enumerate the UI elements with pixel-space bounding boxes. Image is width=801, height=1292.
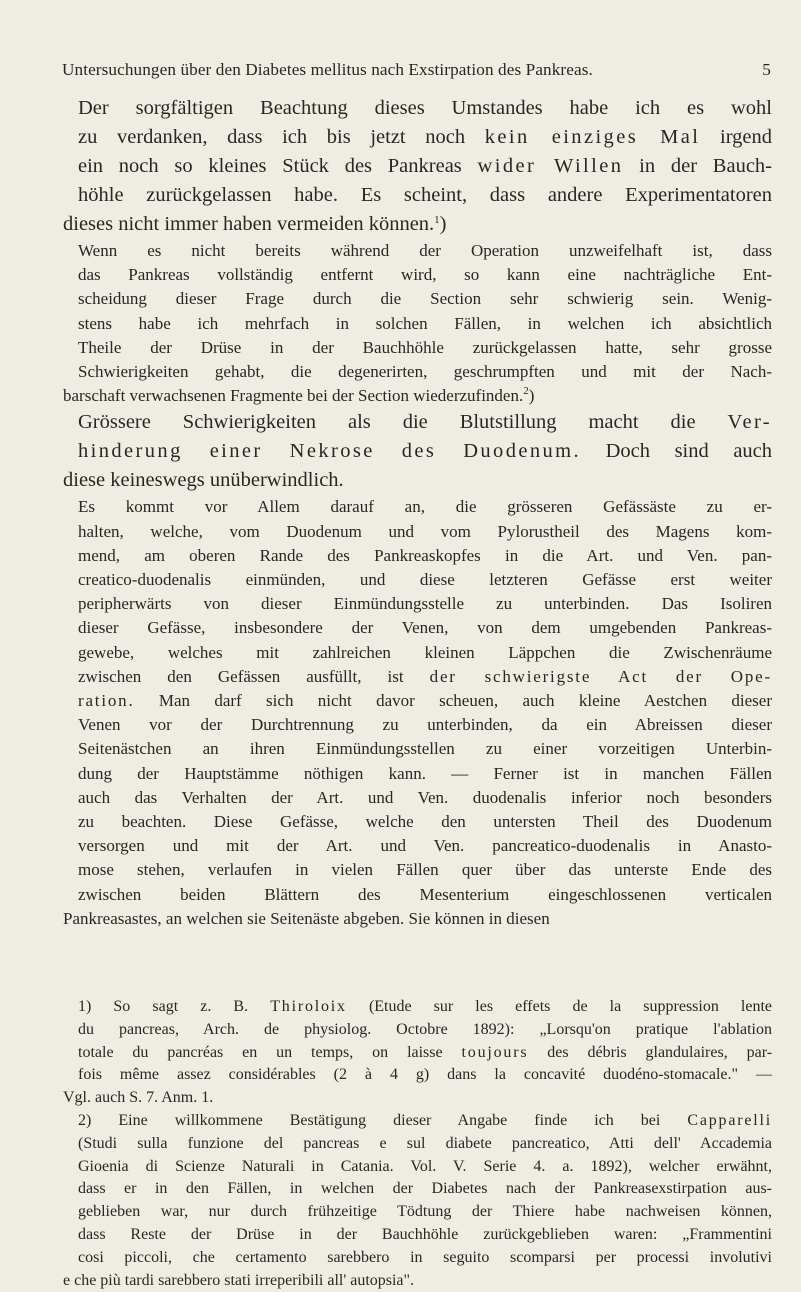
text-span: diese keineswegs unüberwindlich.: [63, 469, 344, 492]
text-line: versorgen und mit der Art. und Ven. pancreatico-duodenalis in Anasto-: [78, 836, 772, 856]
paragraph-2-end: [63, 384, 772, 408]
emphasis-text: der schwierigste Act der Ope-: [429, 666, 772, 686]
text-span: irgend: [720, 126, 773, 148]
text-line: zwischen beiden Blättern des Mesenterium eingeschlossenen verticalen: [78, 884, 772, 904]
text-line: scheidung dieser Frage durch die Section sehr schwierig sein. Wenig-: [78, 289, 772, 309]
text-span: Man darf sich nicht davor scheuen, auch kleine Aestchen dieser: [158, 691, 773, 711]
text-span: (Etude sur les effets de la suppression lente: [368, 998, 773, 1015]
emphasis-text: kein einziges Mal: [484, 126, 701, 148]
text-span: ): [528, 386, 535, 406]
main-text: [63, 94, 772, 931]
paragraph-3-end: [63, 466, 772, 495]
text-line: geblieben war, nur durch frühzeitige Tödtung der Thiere habe nachweisen können,: [78, 1203, 772, 1221]
text-span: barschaft verwachsenen Fragmente bei der Section wiederzufinden.: [63, 386, 524, 406]
emphasis-text: Ver-: [727, 411, 772, 434]
paragraph-4: [63, 495, 772, 906]
text-span: zwischen den Gefässen ausfüllt, ist: [78, 666, 404, 686]
text-span: Vgl. auch S. 7. Anm. 1.: [63, 1089, 214, 1107]
footnote-1: [63, 996, 772, 1087]
paragraph-2: [63, 239, 772, 384]
text-span: des débris glandulaires, par-: [547, 1043, 773, 1061]
page-number: 5: [762, 60, 771, 79]
text-line: (Studi sulla funzione del pancreas e sul diabete pancreatico, Atti dell' Accademia: [78, 1134, 772, 1152]
text-line: dung der Hauptstämme nöthigen kann. — Ferner ist in manchen Fällen: [78, 763, 772, 783]
paragraph-4-end: [63, 907, 772, 931]
text-line: Wenn es nicht bereits während der Operation unzweifelhaft ist, dass: [78, 241, 772, 260]
author-name: Capparelli: [687, 1111, 772, 1129]
text-line: zu beachten. Diese Gefässe, welche den untersten Theil des Duodenum: [78, 812, 772, 832]
text-line: creatico-duodenalis einmünden, und diese letzteren Gefässe erst weiter: [78, 570, 772, 590]
text-span: e che più tardi sarebbero stati irreperibili all' autopsia".: [63, 1271, 415, 1289]
text-line: fois même assez considérables (2 à 4 g) dans la concavité duodéno-stomacale." —: [78, 1066, 772, 1084]
text-line: [63, 996, 772, 1019]
text-line: cosi piccoli, che certamento sarebbero in seguito scomparsi per processi involutivi: [78, 1248, 772, 1266]
text-span: Grössere Schwierigkeiten als die Blutstillung macht die: [78, 411, 696, 434]
text-span: dieses nicht immer haben vermeiden können.: [63, 213, 435, 235]
text-span: Pankreasastes, an welchen sie Seitenäste abgeben. Sie können in diesen: [63, 908, 550, 928]
text-span: 1) So sagt z. B.: [78, 998, 249, 1015]
text-line: höhle zurückgelassen habe. Es scheint, dass andere Experimentatoren: [78, 184, 772, 206]
text-line: [63, 152, 772, 181]
text-line: Theile der Drüse in der Bauchhöhle zurückgelassen hatte, sehr grosse: [78, 337, 772, 357]
emphasis-text: ration.: [78, 691, 135, 711]
text-line: [63, 437, 772, 466]
emphasis-text: wider Willen: [477, 155, 624, 177]
footnote-1-end: [63, 1087, 772, 1110]
text-line: dieser Gefässe, insbesondere der Venen, von dem umgebenden Pankreas-: [78, 618, 772, 638]
text-span: in der Bauch-: [639, 155, 772, 177]
text-span: ): [439, 213, 447, 235]
paragraph-1-end: [63, 210, 772, 239]
footnotes: [63, 996, 772, 1292]
text-line: halten, welche, vom Duodenum und vom Pylorustheil des Magens kom-: [78, 521, 772, 541]
text-line: [63, 689, 772, 713]
text-line: mend, am oberen Rande des Pankreaskopfes in die Art. und Ven. pan-: [78, 545, 772, 565]
text-line: [63, 1110, 772, 1133]
text-span: totale du pancréas en un temps, on laisse: [78, 1043, 443, 1061]
text-line: du pancreas, Arch. de physiolog. Octobre 1892): „Lorsqu'on pratique l'ablation: [78, 1020, 772, 1038]
text-line: Gioenia di Scienze Naturali in Catania. Vol. V. Serie 4. a. 1892), welcher erwähnt,: [78, 1157, 772, 1175]
text-line: auch das Verhalten der Art. und Ven. duodenalis inferior noch besonders: [78, 787, 772, 807]
text-span: Doch sind auch: [605, 440, 773, 463]
footnote-2-end: [63, 1270, 772, 1292]
emphasis-text: toujours: [461, 1043, 529, 1061]
emphasis-text: hinderung einer Nekrose des Duodenum.: [78, 440, 582, 463]
text-line: peripherwärts von dieser Einmündungsstelle zu unterbinden. Das Isoliren: [78, 594, 772, 614]
text-line: Der sorgfältigen Beachtung dieses Umstandes habe ich es wohl: [78, 97, 772, 119]
text-line: Schwierigkeiten gehabt, die degenerirten, geschrumpften und mit der Nach-: [78, 362, 772, 382]
text-line: mose stehen, verlaufen in vielen Fällen quer über das unterste Ende des: [78, 860, 772, 880]
text-line: [63, 408, 772, 437]
author-name: Thiroloix: [270, 998, 347, 1015]
text-span: zu verdanken, dass ich bis jetzt noch: [78, 126, 466, 148]
running-title: Untersuchungen über den Diabetes mellitus nach Exstirpation des Pankreas.: [62, 60, 593, 79]
footnote-2: [63, 1110, 772, 1270]
footnote-ref-2: 2: [523, 385, 529, 398]
footnote-ref-1: 1: [434, 214, 440, 226]
text-line: Es kommt vor Allem darauf an, die grösseren Gefässäste zu er-: [78, 497, 772, 517]
text-line: das Pankreas vollständig entfernt wird, so kann eine nachträgliche Ent-: [78, 265, 772, 285]
text-span: ein noch so kleines Stück des Pankreas: [78, 155, 462, 177]
paragraph-1: [63, 94, 772, 210]
paragraph-3: [63, 408, 772, 466]
text-line: [63, 123, 772, 152]
text-line: stens habe ich mehrfach in solchen Fällen, in welchen ich absichtlich: [78, 313, 772, 333]
text-line: Seitenästchen an ihren Einmündungsstellen zu einer vorzeitigen Unterbin-: [78, 739, 772, 759]
text-line: Venen vor der Durchtrennung zu unterbinden, da ein Abreissen dieser: [78, 715, 772, 735]
text-line: [63, 665, 772, 689]
text-line: dass er in den Fällen, in welchen der Diabetes nach der Pankreasexstirpation aus-: [78, 1180, 772, 1198]
text-line: gewebe, welches mit zahlreichen kleinen Läppchen die Zwischenräume: [78, 642, 772, 662]
text-span: 2) Eine willkommene Bestätigung dieser Angabe finde ich bei: [78, 1111, 661, 1129]
text-line: dass Reste der Drüse in der Bauchhöhle zurückgeblieben waren: „Frammentini: [78, 1225, 772, 1243]
text-line: [63, 1042, 772, 1065]
